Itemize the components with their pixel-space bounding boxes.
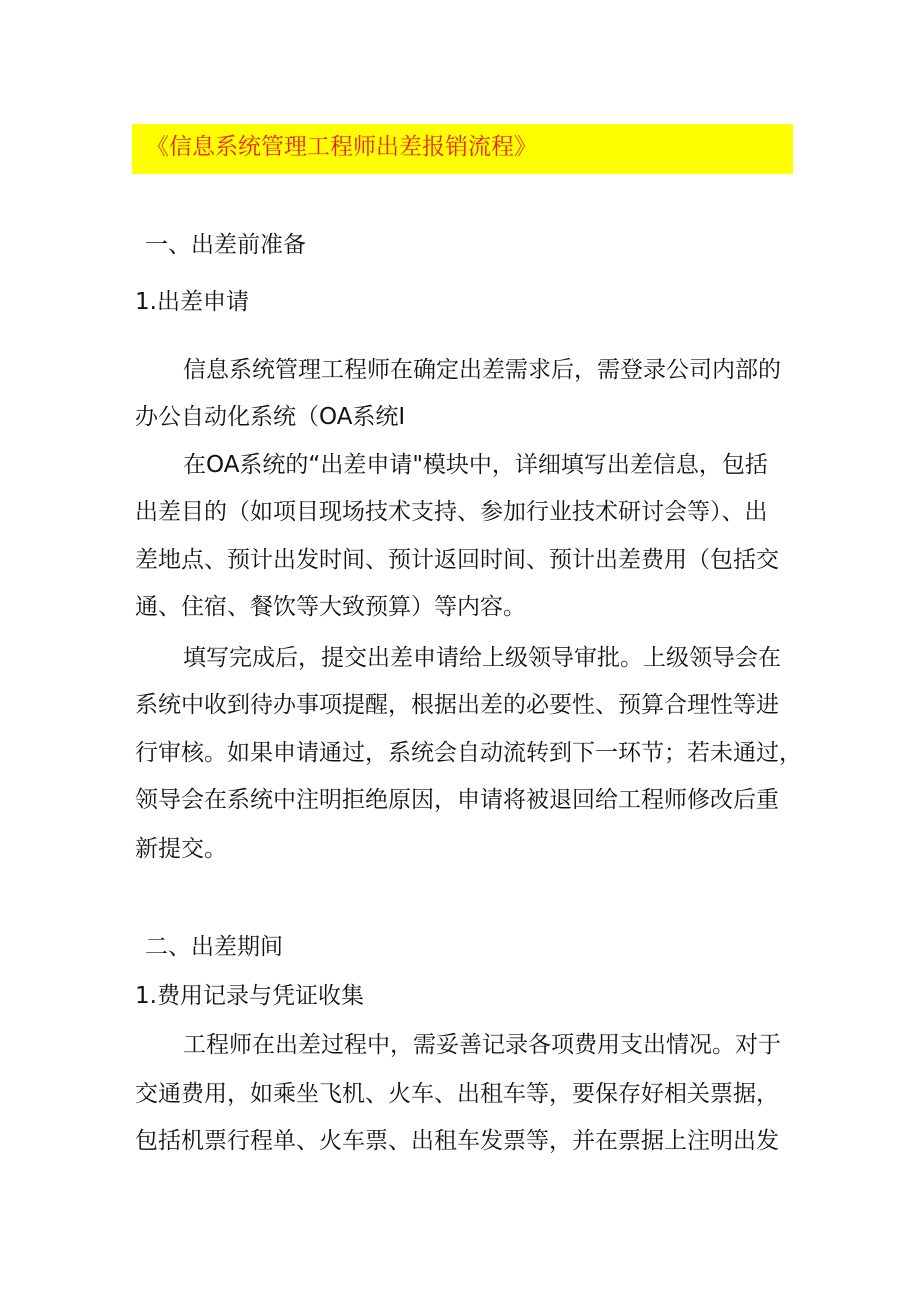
paragraph-line: 在OA系统的“出差申请"模块中，详细填写出差信息，包括 <box>183 452 768 478</box>
paragraph-line: 交通费用，如乘坐飞机、火车、出租车等，要保存好相关票据， <box>135 1081 779 1107</box>
section-subheading: 1.费用记录与凭证收集 <box>135 983 364 1009</box>
paragraph-line: 包括机票行程单、火车票、出租车发票等，并在票据上注明出发 <box>135 1128 779 1154</box>
section-subheading: 1.出差申请 <box>135 289 249 315</box>
section-heading: 二、出差期间 <box>145 934 283 960</box>
document-title: 《信息系统管理工程师出差报销流程》 <box>132 124 793 174</box>
paragraph-line: 出差目的（如项目现场技术支持、参加行业技术研讨会等）、出 <box>135 499 768 525</box>
paragraph-line: 信息系统管理工程师在确定出差需求后，需登录公司内部的 <box>183 357 781 383</box>
paragraph-line: 领导会在系统中注明拒绝原因，申请将被退回给工程师修改后重 <box>135 787 779 813</box>
paragraph-line: 新提交。 <box>135 836 227 862</box>
paragraph-line: 系统中收到待办事项提醒，根据出差的必要性、预算合理性等进 <box>135 692 779 718</box>
paragraph-line: 通、住宿、餐饮等大致预算）等内容。 <box>135 594 526 620</box>
paragraph-line: 填写完成后，提交出差申请给上级领导审批。上级领导会在 <box>183 645 781 671</box>
section-heading: 一、出差前准备 <box>145 232 306 258</box>
paragraph-line: 办公自动化系统（OA系统I <box>135 404 406 430</box>
paragraph-line: 工程师在出差过程中，需妥善记录各项费用支出情况。对于 <box>183 1032 781 1058</box>
paragraph-line: 差地点、预计出发时间、预计返回时间、预计出差费用（包括交 <box>135 547 779 573</box>
paragraph-line: 行审核。如果申请通过，系统会自动流转到下一环节；若未通过， <box>135 740 802 766</box>
